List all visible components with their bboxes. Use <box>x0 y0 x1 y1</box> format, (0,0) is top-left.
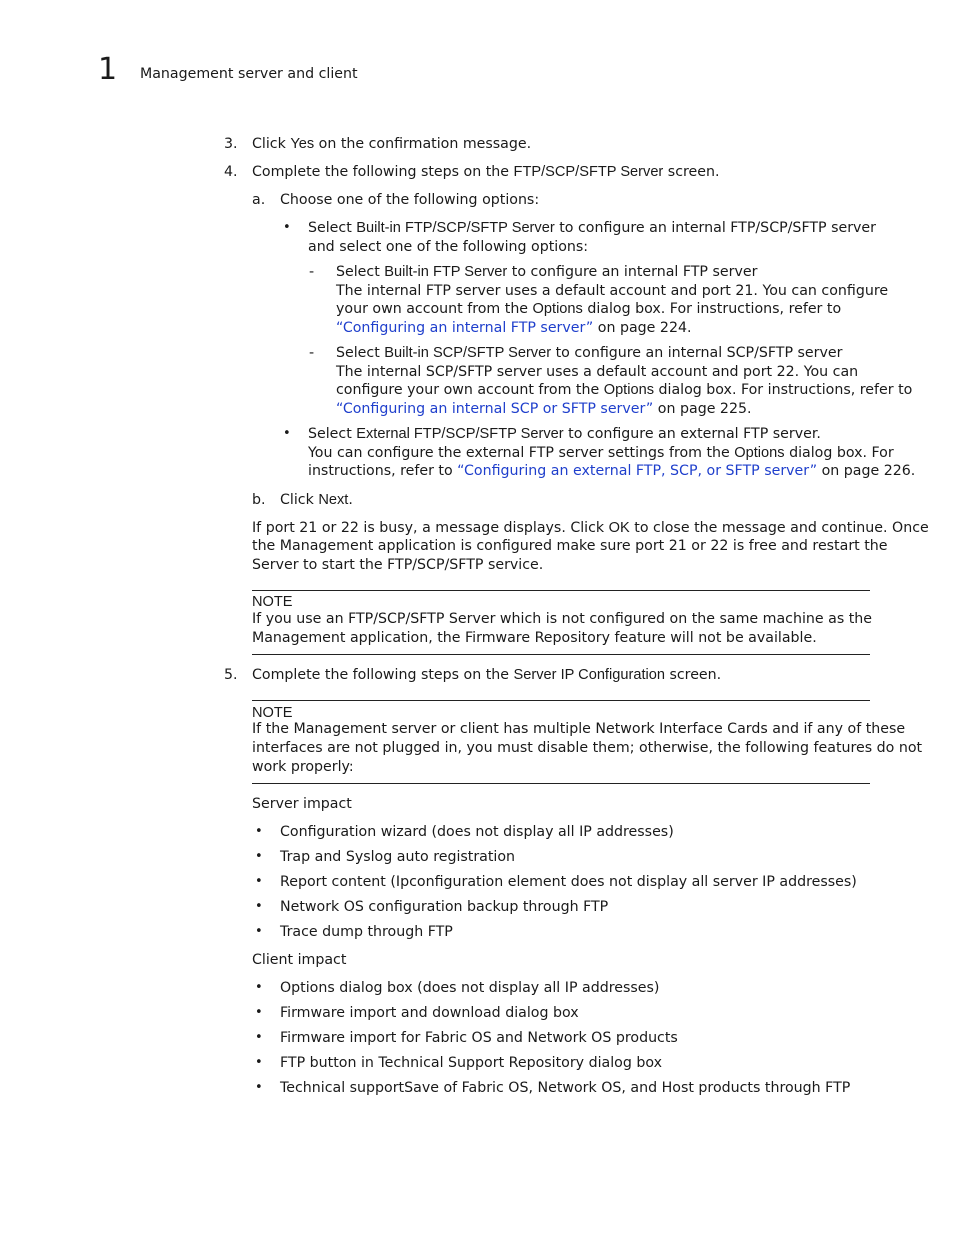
step-3-post: on the confirmation message. <box>314 136 532 152</box>
dash-1-page-ref: on page 224. <box>593 320 692 336</box>
step-5-pre: Complete the following steps on the <box>252 667 514 683</box>
option-2-pre: Select <box>308 426 357 442</box>
dash-2-line-2: The internal SCP/SFTP server uses a default account and port 22. You can <box>336 364 859 380</box>
bullet-icon: • <box>255 1030 263 1045</box>
server-impact-item: Trap and Syslog auto registration <box>280 849 516 865</box>
bullet-icon: • <box>255 1005 263 1020</box>
note-1-bottom-rule <box>252 654 870 655</box>
step-3-pre: Click <box>252 136 291 152</box>
client-impact-heading: Client impact <box>252 952 347 968</box>
client-impact-item: FTP button in Technical Support Repository dialog box <box>280 1055 663 1071</box>
option-2-l2-post: dialog box. For <box>784 445 894 461</box>
substep-b-next-term: Next <box>318 492 349 508</box>
dash-2-term: Built-in SCP/SFTP Server <box>384 345 552 361</box>
substep-a-text: Choose one of the following options: <box>280 192 540 208</box>
link-configuring-internal-ftp-server[interactable]: “Configuring an internal FTP server” <box>336 320 594 336</box>
substep-b-pre: Click <box>280 492 319 508</box>
option-2-term: External FTP/SCP/SFTP Server <box>356 426 564 442</box>
option-2-line-1 <box>308 425 821 444</box>
chapter-title: Management server and client <box>140 66 358 82</box>
note-1-line-1: If you use an FTP/SCP/SFTP Server which is not configured on the same machine as the <box>252 611 873 627</box>
dash-2-line-3 <box>336 381 912 400</box>
client-impact-item: Options dialog box (does not display all IP addresses) <box>280 980 660 996</box>
dash-2-post: to configure an internal SCP/SFTP server <box>551 345 843 361</box>
busy-para-line-1 <box>252 519 929 538</box>
dash-1-l3-post: dialog box. For instructions, refer to <box>582 301 842 317</box>
server-impact-item: Report content (Ipconfiguration element does not display all server IP addresses) <box>280 874 857 890</box>
step-5-screen-term: Server IP Configuration <box>513 667 665 683</box>
note-1-label: NOTE <box>252 594 293 610</box>
substep-b-text <box>280 491 353 510</box>
client-impact-item: Technical supportSave of Fabric OS, Network OS, and Host products through FTP <box>280 1080 851 1096</box>
bullet-icon: • <box>283 426 291 441</box>
substep-b-letter: b. <box>252 492 266 508</box>
step-4-screen-term: FTP/SCP/SFTP Server <box>513 164 664 180</box>
option-1-line-1 <box>308 219 876 238</box>
option-1-term: Built-in FTP/SCP/SFTP Server <box>356 220 555 236</box>
option-1-post: to configure an internal FTP/SCP/SFTP server <box>554 220 876 236</box>
dash-icon: - <box>309 345 315 361</box>
step-4-pre: Complete the following steps on the <box>252 164 514 180</box>
busy-para-ok-term: OK <box>608 520 630 536</box>
dash-icon: - <box>309 264 315 280</box>
server-impact-item: Network OS configuration backup through FTP <box>280 899 609 915</box>
option-2-post: to configure an external FTP server. <box>563 426 821 442</box>
option-1-pre: Select <box>308 220 357 236</box>
dash-1-line-1 <box>336 263 757 282</box>
dash-2-options-term: Options <box>603 382 655 398</box>
client-impact-item: Firmware import for Fabric OS and Network OS products <box>280 1030 678 1046</box>
option-2-options-term: Options <box>734 445 785 461</box>
note-2-top-rule <box>252 700 870 701</box>
step-5-text <box>252 666 721 685</box>
option-2-l2-pre: You can configure the external FTP server settings from the <box>308 445 735 461</box>
dash-1-line-4 <box>336 319 692 338</box>
step-3-text <box>252 135 531 154</box>
bullet-icon: • <box>255 1055 263 1070</box>
client-impact-item: Firmware import and download dialog box <box>280 1005 579 1021</box>
busy-para-post: to close the message and continue. Once <box>629 520 929 536</box>
note-2-label: NOTE <box>252 705 293 721</box>
option-2-line-3 <box>308 462 915 481</box>
step-5-number: 5. <box>224 667 238 683</box>
link-configuring-external-ftp-server[interactable]: “Configuring an external FTP, SCP, or SFTP server” <box>457 463 818 479</box>
option-2-line-2 <box>308 444 894 463</box>
step-3-number: 3. <box>224 136 238 152</box>
step-3-yes-term: Yes <box>290 136 315 152</box>
note-2-bottom-rule <box>252 783 870 784</box>
option-2-page-ref: on page 226. <box>817 463 916 479</box>
chapter-number: 1 <box>98 52 118 87</box>
busy-para-pre: If port 21 or 22 is busy, a message displays. Click <box>252 520 609 536</box>
bullet-icon: • <box>283 220 291 235</box>
busy-para-line-3: Server to start the FTP/SCP/SFTP service. <box>252 557 544 573</box>
step-5-post: screen. <box>664 667 722 683</box>
bullet-icon: • <box>255 1080 263 1095</box>
dash-1-pre: Select <box>336 264 385 280</box>
bullet-icon: • <box>255 980 263 995</box>
dash-2-l3-post: dialog box. For instructions, refer to <box>654 382 913 398</box>
note-1-line-2: Management application, the Firmware Repository feature will not be available. <box>252 630 817 646</box>
dash-2-pre: Select <box>336 345 385 361</box>
bullet-icon: • <box>255 824 263 839</box>
step-4-text <box>252 163 719 182</box>
server-impact-heading: Server impact <box>252 796 352 812</box>
dash-1-post: to configure an internal FTP server <box>507 264 758 280</box>
substep-a-letter: a. <box>252 192 266 208</box>
note-1-top-rule <box>252 590 870 591</box>
busy-para-line-2: the Management application is configured make sure port 21 or 22 is free and restart the <box>252 538 888 554</box>
substep-b-post: . <box>348 492 353 508</box>
dash-2-line-1 <box>336 344 842 363</box>
dash-1-line-3 <box>336 300 841 319</box>
bullet-icon: • <box>255 924 263 939</box>
option-1-line-2: and select one of the following options: <box>308 239 589 255</box>
bullet-icon: • <box>255 874 263 889</box>
dash-1-options-term: Options <box>532 301 583 317</box>
dash-1-line-2: The internal FTP server uses a default account and port 21. You can configure <box>336 283 889 299</box>
bullet-icon: • <box>255 849 263 864</box>
server-impact-item: Configuration wizard (does not display all IP addresses) <box>280 824 674 840</box>
note-2-line-1: If the Management server or client has multiple Network Interface Cards and if any of these <box>252 721 906 737</box>
dash-2-line-4 <box>336 400 752 419</box>
bullet-icon: • <box>255 899 263 914</box>
note-2-line-2: interfaces are not plugged in, you must disable them; otherwise, the following features do not <box>252 740 923 756</box>
dash-1-l3-pre: your own account from the <box>336 301 533 317</box>
server-impact-item: Trace dump through FTP <box>280 924 453 940</box>
dash-2-l3-pre: configure your own account from the <box>336 382 604 398</box>
step-4-number: 4. <box>224 164 238 180</box>
link-configuring-internal-scp-sftp-server[interactable]: “Configuring an internal SCP or SFTP server” <box>336 401 654 417</box>
dash-1-term: Built-in FTP Server <box>384 264 508 280</box>
note-2-line-3: work properly: <box>252 759 354 775</box>
option-2-l3-pre: instructions, refer to <box>308 463 458 479</box>
step-4-post: screen. <box>663 164 720 180</box>
dash-2-page-ref: on page 225. <box>653 401 752 417</box>
